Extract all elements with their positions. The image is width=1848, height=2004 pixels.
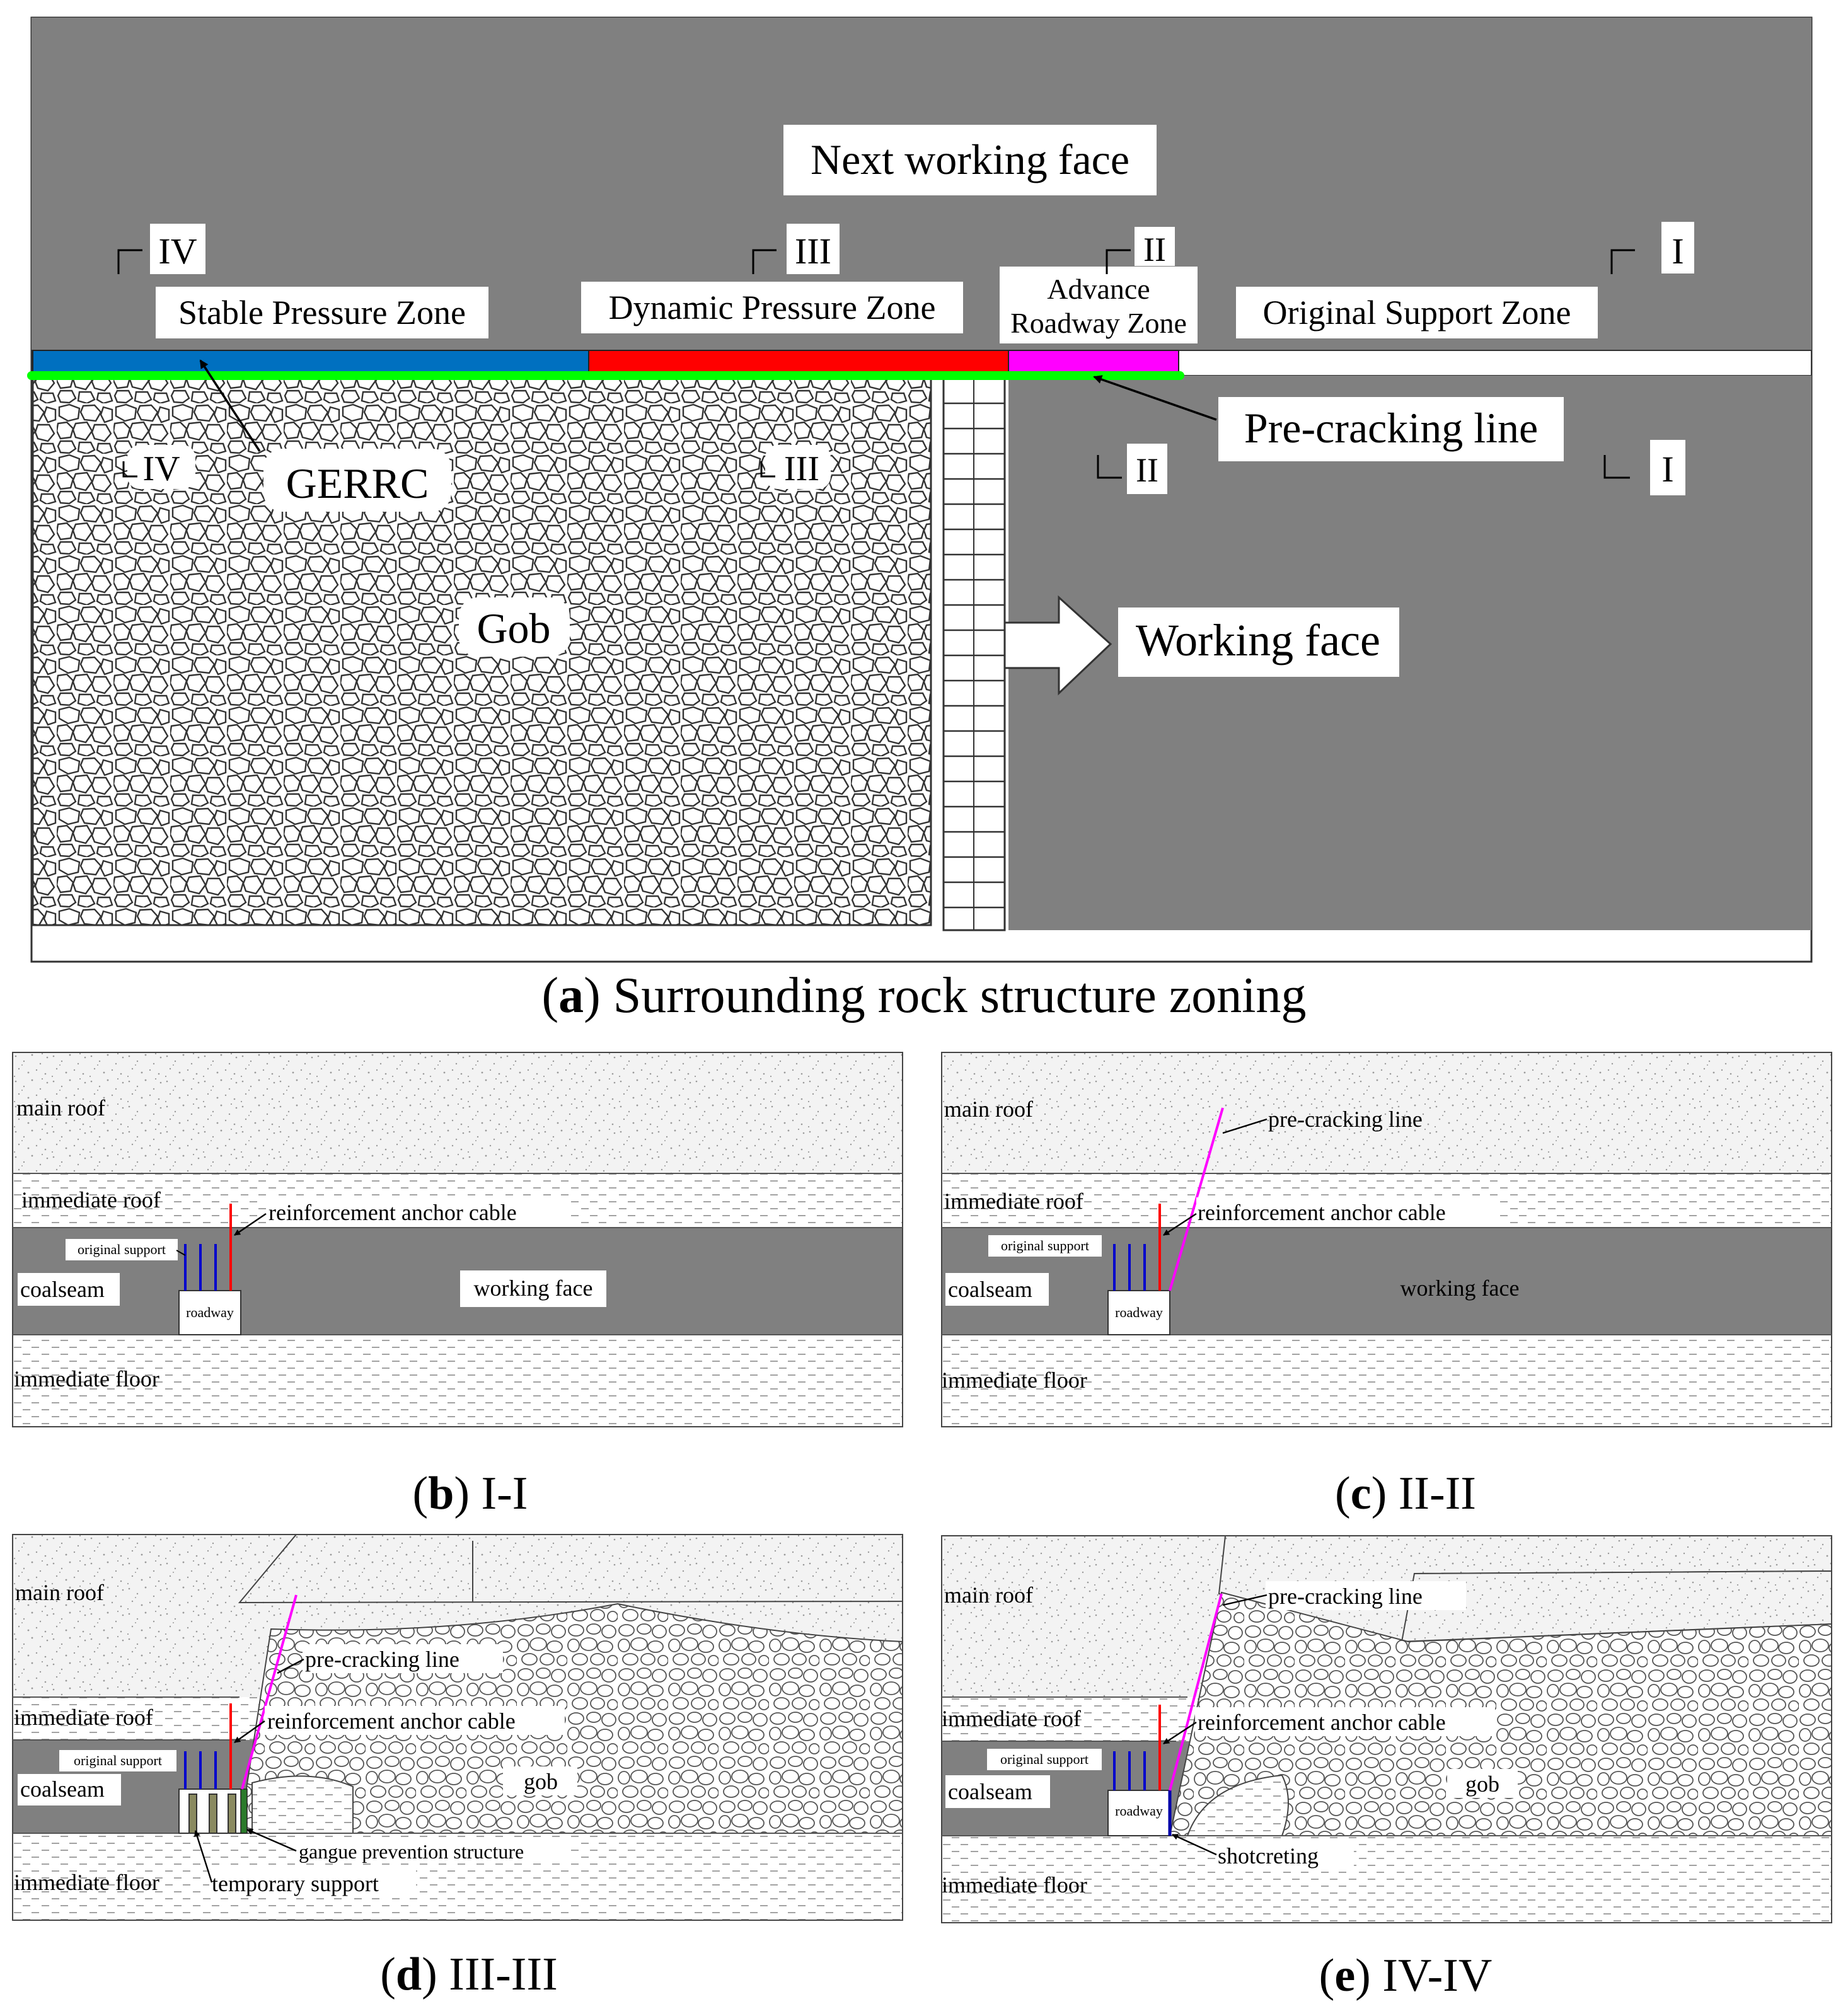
original-support-label: original support: [1001, 1238, 1089, 1253]
main-roof-label: main roof: [944, 1097, 1033, 1122]
pre-cracking-line-label: pre-cracking line: [1268, 1107, 1423, 1132]
stable-pressure-zone-bar: [33, 350, 589, 373]
gerrc-label: GERRC: [286, 459, 429, 507]
broken-roof-block: [240, 1535, 903, 1603]
coalseam-label: coalseam: [20, 1277, 105, 1302]
reinforcement-anchor-cable-label: reinforcement anchor cable: [269, 1200, 517, 1225]
temporary-supports: [189, 1794, 236, 1833]
immediate-roof-label: immediate roof: [942, 1706, 1081, 1731]
gangue-prevention-structure: [241, 1789, 247, 1833]
temporary-support-label: temporary support: [212, 1871, 379, 1896]
caption-c: (c) II-II: [1335, 1468, 1476, 1519]
section-mark-i-bottom: I: [1661, 449, 1674, 490]
immediate-floor-label: immediate floor: [14, 1366, 159, 1391]
immediate-floor-label: immediate floor: [942, 1872, 1087, 1897]
next-working-face-label: Next working face: [810, 135, 1130, 183]
immediate-floor-label: immediate floor: [942, 1368, 1087, 1393]
working-face-label: working face: [1400, 1276, 1520, 1301]
immediate-roof-label: immediate roof: [944, 1189, 1083, 1214]
immediate-roof-label: immediate roof: [14, 1705, 153, 1730]
roadway-label: roadway: [186, 1304, 234, 1320]
working-face-label: working face: [473, 1276, 593, 1301]
section-mark-iii-top: III: [795, 231, 831, 272]
reinforcement-anchor-cable-label: reinforcement anchor cable: [1198, 1200, 1446, 1225]
advance-roadway-zone-bar: [1008, 350, 1179, 373]
advance-roadway-zone-label-2: Roadway Zone: [1010, 307, 1187, 339]
panel-a: [32, 18, 1811, 1023]
section-mark-iv-gob: IV: [142, 449, 180, 488]
main-roof-label: main roof: [944, 1582, 1033, 1608]
panel-c: [942, 1052, 1832, 1519]
immediate-floor-label: immediate floor: [14, 1870, 159, 1895]
panel-d: [13, 1535, 903, 2000]
main-roof-label: main roof: [16, 1095, 105, 1120]
section-mark-ii-bottom: II: [1136, 451, 1158, 489]
panel-e: [942, 1536, 1832, 2001]
reinforcement-anchor-cable-label: reinforcement anchor cable: [1198, 1710, 1446, 1735]
working-face-label: Working face: [1135, 615, 1381, 665]
main-roof-label: main roof: [15, 1580, 104, 1605]
caption-b: (b) I-I: [412, 1468, 528, 1519]
roadway-label: roadway: [1115, 1803, 1163, 1819]
roadway-label: roadway: [1115, 1304, 1163, 1320]
caption-a: (a) Surrounding rock structure zoning: [541, 968, 1307, 1023]
original-support-label: original support: [78, 1241, 166, 1257]
main-roof-layer: [13, 1052, 903, 1173]
coalseam-label: coalseam: [948, 1779, 1032, 1804]
shotcreting-label: shotcreting: [1218, 1843, 1319, 1869]
original-support-label: original support: [1000, 1751, 1089, 1767]
section-mark-iv-top: IV: [158, 231, 197, 272]
caption-d: (d) III-III: [380, 1949, 558, 2000]
original-support-label: original support: [74, 1753, 162, 1768]
pre-cracking-line-label: pre-cracking line: [1268, 1584, 1423, 1609]
gob-label: gob: [524, 1769, 558, 1794]
dynamic-pressure-zone-bar: [589, 350, 1008, 373]
pre-cracking-line-label: Pre-cracking line: [1244, 404, 1539, 452]
panel-b: [13, 1052, 903, 1519]
caption-e: (e) IV-IV: [1319, 1950, 1493, 2001]
advance-roadway-zone-label-1: Advance: [1047, 273, 1150, 305]
section-mark-i-top: I: [1672, 231, 1684, 272]
dynamic-pressure-zone-label: Dynamic Pressure Zone: [608, 289, 936, 326]
gangue-prevention-structure-label: gangue prevention structure: [299, 1840, 524, 1863]
coalseam-label: coalseam: [948, 1277, 1032, 1302]
stable-pressure-zone-label: Stable Pressure Zone: [178, 294, 466, 331]
section-mark-iii-gob: III: [784, 449, 819, 488]
pre-cracking-line-label: pre-cracking line: [305, 1647, 459, 1672]
reinforcement-anchor-cable-label: reinforcement anchor cable: [267, 1708, 516, 1734]
gob-label: Gob: [476, 604, 551, 652]
gob-label: gob: [1465, 1771, 1499, 1797]
coalseam-label: coalseam: [20, 1777, 105, 1802]
original-support-zone-label: Original Support Zone: [1262, 294, 1571, 331]
section-mark-ii-top: II: [1143, 231, 1166, 268]
immediate-roof-label: immediate roof: [21, 1187, 161, 1212]
